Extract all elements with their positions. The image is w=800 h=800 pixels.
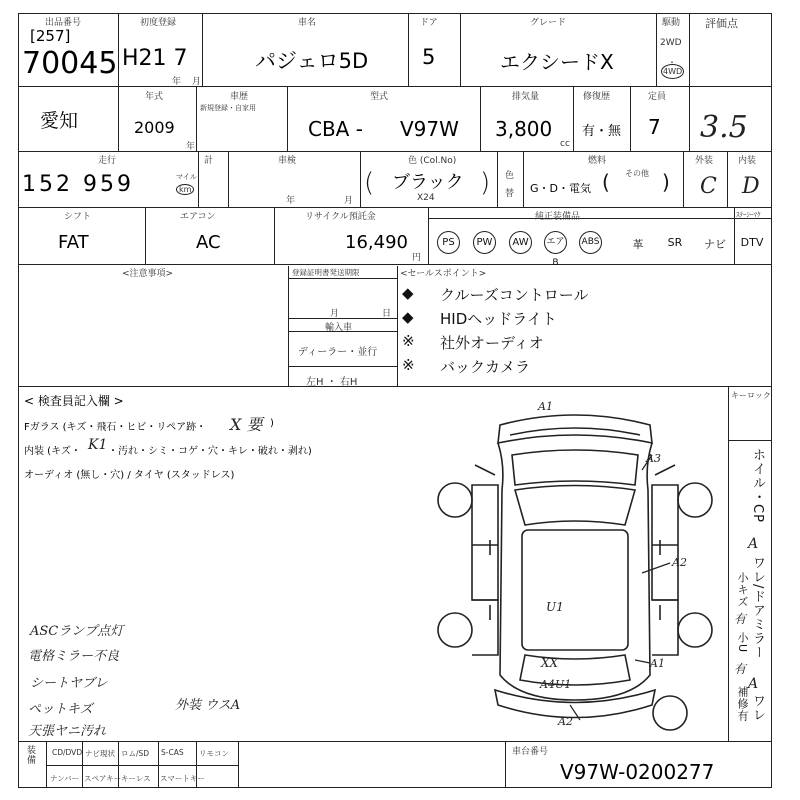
grade: エクシードX <box>500 50 614 74</box>
windshield <box>515 486 635 526</box>
col-divider <box>287 86 288 151</box>
col-divider <box>158 741 159 788</box>
deadline-day: 日 <box>382 309 392 319</box>
side-note-mirror: ワレ/ドアミラー <box>750 556 765 660</box>
caution-label: <注意事項> <box>122 269 174 279</box>
col-divider <box>196 86 197 151</box>
side-hand-3: 有 <box>734 612 747 626</box>
equip-navi: ナビ <box>704 238 726 251</box>
dealer-option: ディーラー・並行 <box>298 347 378 358</box>
sales-point-mark: ※ <box>402 332 415 350</box>
exhibit-number: 70045 <box>22 46 118 81</box>
roof <box>522 530 628 650</box>
lane-number: [257] <box>30 27 71 45</box>
side-note-repair: 補修有 <box>736 686 749 722</box>
capacity-label: 定員 <box>648 92 667 102</box>
chassis-label: 車台番号 <box>512 747 549 757</box>
glass-line: Fガラス (キズ・飛石・ヒビ・リペア跡・ <box>24 422 207 433</box>
footer-item: スマートキー <box>160 774 205 783</box>
model-name: パジェロ5D <box>255 49 369 73</box>
side-hand-4: 有 <box>734 662 747 676</box>
color-paren-right: ) <box>480 168 491 198</box>
row-divider <box>18 386 772 387</box>
damage-mark: A4U1 <box>540 678 572 691</box>
fuel-paren-right: ) <box>662 170 670 194</box>
col-divider <box>689 13 690 151</box>
equip-leather: 革 <box>632 238 644 251</box>
equip-pw: PW <box>473 231 496 254</box>
equip-abs: ABS <box>579 231 602 254</box>
sales-point-text: バックカメラ <box>440 358 531 376</box>
wheel-rear-right <box>678 613 712 647</box>
footer-item: スペアキー <box>84 774 122 783</box>
footer-item: S-CAS <box>161 748 184 757</box>
history-label: 車歴 <box>230 92 249 102</box>
displacement: 3,800 <box>495 117 553 141</box>
footer-equipment-label: 装備 <box>25 745 35 765</box>
color-code: X24 <box>417 193 435 203</box>
fuel-paren-left: ( <box>602 170 610 194</box>
fuel-other: その他 <box>625 169 649 178</box>
box-divider <box>728 440 772 441</box>
type-code: V97W <box>400 117 459 141</box>
wheel-front-right <box>678 483 712 517</box>
repair-history: 有・無 <box>582 124 622 139</box>
drive-label: 駆動 <box>662 18 681 28</box>
damage-mark: U1 <box>546 600 564 614</box>
ac-label: エアコン <box>180 212 216 222</box>
grade-label: グレード <box>530 18 567 28</box>
side-note-small-a: 小キズ <box>736 572 749 608</box>
footer-item: キーレス <box>121 774 151 783</box>
color-change-1: 色 <box>505 171 515 181</box>
damage-mark: A1 <box>650 657 665 670</box>
equipment-label: 純正装備品 <box>535 212 581 222</box>
col-divider <box>198 151 199 207</box>
fuel-value: G・D・電気 <box>530 182 591 195</box>
col-divider <box>408 13 409 86</box>
row-divider <box>46 765 238 766</box>
col-divider <box>480 86 481 151</box>
note-line: 電格ミラー不良 <box>28 649 120 664</box>
type-prefix: CBA - <box>308 117 363 141</box>
col-divider <box>497 151 498 207</box>
month-unit: 月 <box>192 77 202 87</box>
year-unit: 年 <box>172 77 182 87</box>
fuel-label: 燃料 <box>588 156 607 166</box>
damage-mark: A2 <box>558 715 573 728</box>
equip-ps: PS <box>437 231 460 254</box>
glass-end: ) <box>270 418 274 429</box>
sales-point-mark: ※ <box>402 356 415 374</box>
type-label: 型式 <box>370 92 389 102</box>
footer-item: ロム/SD <box>121 749 150 758</box>
row-divider <box>18 86 772 87</box>
sales-point-text: HIDヘッドライト <box>440 310 557 328</box>
col-divider <box>428 207 429 264</box>
col-divider <box>274 207 275 264</box>
history-sub: 新規登録・自家用 <box>200 104 256 112</box>
doors-label: ドア <box>420 18 438 28</box>
side-note-wheel: ホイル・CP <box>750 448 765 523</box>
exterior-label: 外装 <box>695 156 714 166</box>
col-divider <box>523 151 524 207</box>
sales-point-label: <セールスポイント> <box>400 269 487 279</box>
front-bumper <box>498 415 652 443</box>
first-reg-label: 初度登録 <box>140 18 177 28</box>
inspection-title: < 検査員記入欄 > <box>24 394 124 408</box>
wheel-rear-left <box>438 613 472 647</box>
col-divider <box>145 207 146 264</box>
sales-point-text: クルーズコントロール <box>440 286 589 304</box>
cc-unit: cc <box>560 139 570 149</box>
extra-label: ｽﾃｰｼｰﾏｸ <box>736 211 761 219</box>
shift-label: シフト <box>64 212 92 222</box>
col-divider <box>734 207 735 264</box>
equip-dtv: DTV <box>740 236 764 249</box>
note-line: ペットキズ <box>28 702 93 717</box>
col-divider <box>656 13 657 86</box>
drive-2wd: 2WD <box>660 38 682 48</box>
recycle-label: リサイクル預託金 <box>305 212 376 222</box>
damage-mark: A1 <box>538 400 553 413</box>
sales-point-mark: ◆ <box>402 284 414 302</box>
color-label: 色 (Col.No) <box>408 156 457 166</box>
shift-value: FAT <box>58 232 89 253</box>
side-hand-1: A <box>748 536 759 552</box>
sales-point-text: 社外オーディオ <box>440 334 544 352</box>
damage-mark: A3 <box>646 452 661 465</box>
spare-wheel <box>653 696 687 730</box>
damage-mark: A2 <box>672 556 687 569</box>
key-lock-label: キーロック <box>731 391 771 400</box>
col-divider <box>573 86 574 151</box>
damage-mark: XX <box>541 656 559 670</box>
displacement-label: 排気量 <box>512 92 540 102</box>
drive-dot: ・ <box>668 58 676 67</box>
color-change-2: 替 <box>505 189 515 199</box>
rear-glass <box>520 655 630 685</box>
equip-sr: SR <box>667 236 683 249</box>
interior-line-start: 内装 (キズ・ <box>24 446 81 457</box>
box-divider <box>288 278 398 279</box>
import-label: 輸入車 <box>325 323 353 333</box>
note-line: ASCランプ点灯 <box>30 624 124 639</box>
box-divider <box>288 366 398 367</box>
shaken-label: 車検 <box>278 156 297 166</box>
col-divider <box>505 741 506 788</box>
drive-4wd: 4WD <box>661 64 684 79</box>
col-divider <box>460 13 461 86</box>
chassis-number: V97W-0200277 <box>560 760 715 784</box>
deadline-label: 登録証明書発送期限 <box>292 268 360 277</box>
color-value: ブラック <box>392 172 464 193</box>
km-unit: km <box>176 184 194 195</box>
equip-aw: AW <box>509 231 532 254</box>
km-mark: 計 <box>204 156 214 166</box>
color-paren-left: ( <box>364 168 375 198</box>
side-note-crack: ワレ <box>750 694 765 722</box>
recycle-deposit: 16,490 <box>345 232 408 253</box>
deadline-month: 月 <box>330 309 340 319</box>
model-year-label: 年式 <box>145 92 164 102</box>
interior-grade: D <box>742 174 760 199</box>
region: 愛知 <box>40 110 79 132</box>
footer-item: ナンバー <box>50 774 80 783</box>
steering-option: 左H ・ 右H <box>306 377 358 388</box>
row-divider <box>18 151 772 152</box>
audio-line: オーディオ (無し・穴) / タイヤ (スタッドレス) <box>24 470 235 481</box>
capacity: 7 <box>648 115 661 139</box>
col-divider <box>202 13 203 86</box>
row-divider <box>428 218 772 219</box>
col-divider <box>630 86 631 151</box>
yen-unit: 円 <box>412 253 422 263</box>
shaken-month: 月 <box>344 196 354 206</box>
row-divider <box>18 741 772 742</box>
equip-airbag: エアB <box>544 231 567 254</box>
doors: 5 <box>422 45 436 69</box>
exhibit-no-label: 出品番号 <box>45 18 82 28</box>
col-divider <box>82 741 83 788</box>
model-year: 2009 <box>134 118 175 137</box>
row-divider <box>18 264 772 265</box>
row-divider <box>18 207 772 208</box>
interior-line-rest: ・汚れ・シミ・コゲ・穴・キレ・破れ・剥れ) <box>108 446 312 457</box>
col-divider <box>360 151 361 207</box>
mileage: 152 959 <box>22 172 134 197</box>
glass-hand: X 要 <box>230 415 263 434</box>
note-line: 天張ヤニ汚れ <box>28 724 107 739</box>
col-divider <box>228 151 229 207</box>
sales-point-mark: ◆ <box>402 308 414 326</box>
score-label: 評価点 <box>705 17 738 30</box>
year-unit-2: 年 <box>186 142 196 152</box>
exterior-grade: C <box>700 174 717 199</box>
col-divider <box>118 13 119 151</box>
col-divider <box>683 151 684 207</box>
interior-label: 内装 <box>738 156 757 166</box>
side-note-small-b: 小U <box>736 632 749 654</box>
mileage-label: 走行 <box>98 156 117 166</box>
ac-value: AC <box>196 232 221 253</box>
shaken-year: 年 <box>286 196 296 206</box>
note-extra: 外装 ウスA <box>175 698 241 713</box>
model-name-label: 車名 <box>298 18 317 28</box>
side-hand-2: A <box>748 676 759 692</box>
note-line: シートヤブレ <box>30 676 108 691</box>
repair-label: 修復歴 <box>583 92 611 102</box>
footer-item: CD/DVD <box>52 748 83 757</box>
first-registration: H21 7 <box>122 46 188 71</box>
hood <box>512 450 638 485</box>
interior-hand: K1 <box>88 437 108 453</box>
col-divider <box>238 741 239 788</box>
footer-item: ナビ現状 <box>85 749 115 758</box>
wheel-front-left <box>438 483 472 517</box>
mile-unit: マイル <box>176 173 197 181</box>
score-value: 3.5 <box>700 110 748 145</box>
col-divider <box>727 151 728 207</box>
footer-item: リモコン <box>199 749 229 758</box>
